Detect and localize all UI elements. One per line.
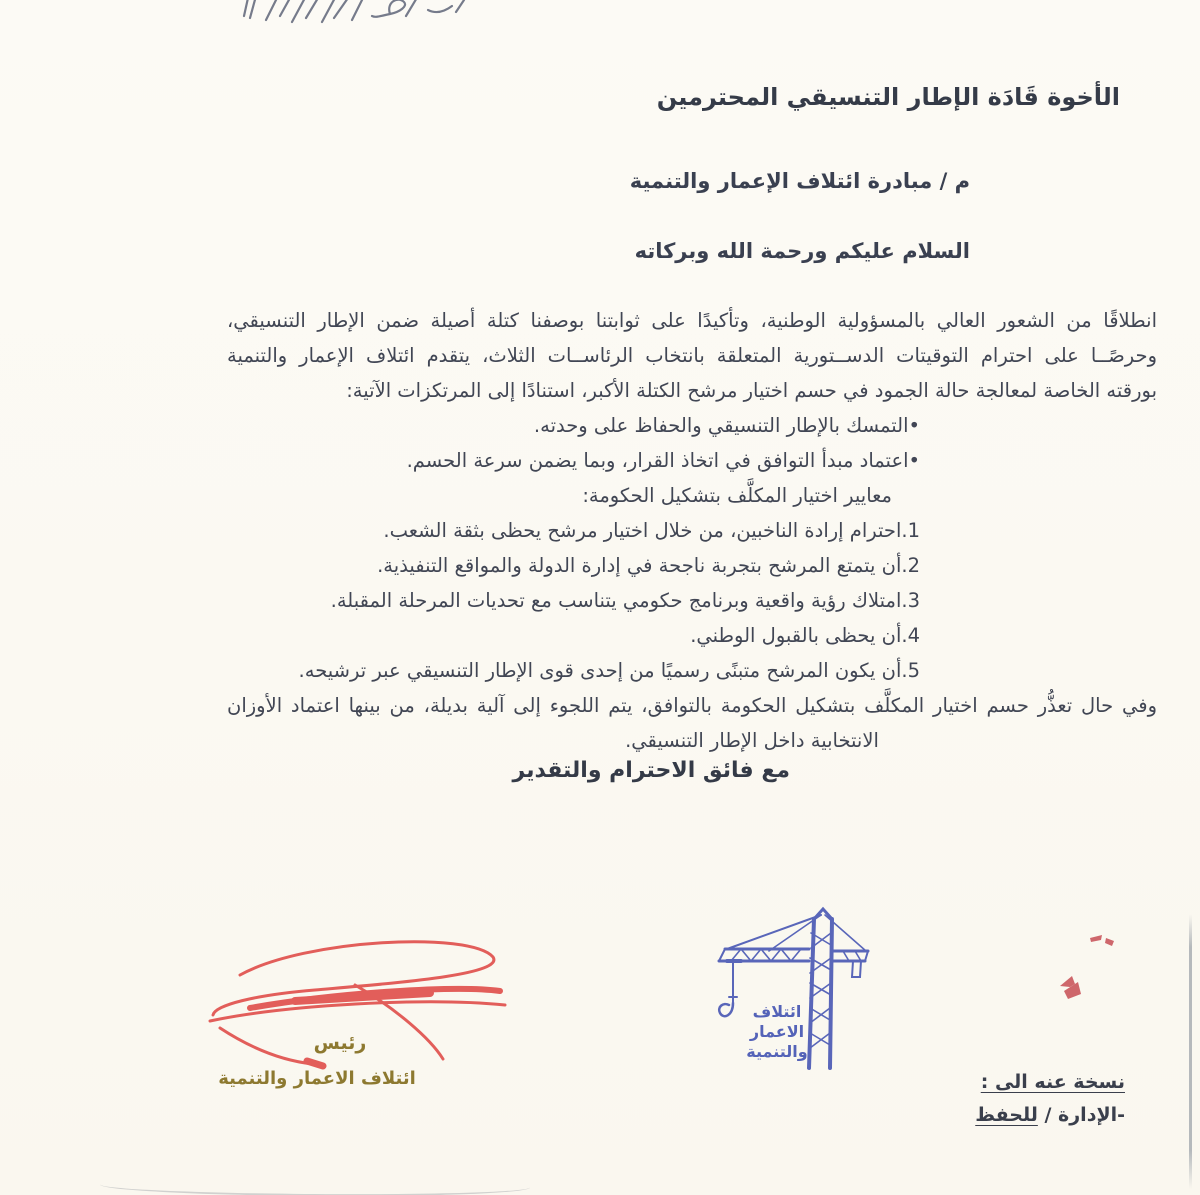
cc-item-target: للحفظ bbox=[975, 1104, 1038, 1126]
signatory-organization: ائتلاف الاعمار والتنمية bbox=[218, 1068, 416, 1089]
stamp-emblem-line: ائتلاف bbox=[752, 1002, 802, 1021]
bullet-item: •اعتماد مبدأ التوافق في اتخاذ القرار، وبما يضمن سرعة الحسم. bbox=[406, 449, 920, 472]
criteria-item: 2.أن يتمتع المرشح بتجربة ناجحة في إدارة الدولة والمواقع التنفيذية. bbox=[377, 554, 920, 577]
body-line: بورقته الخاصة لمعالجة حالة الجمود في حسم اختيار مرشح الكتلة الأكبر، استنادًا إلى المرتكزات الآتية: bbox=[346, 379, 1157, 402]
red-ink-marks bbox=[1050, 925, 1130, 1005]
recipient-line: الأخوة قَادَة الإطار التنسيقي المحترمين bbox=[656, 83, 1120, 111]
criteria-item: 4.أن يحظى بالقبول الوطني. bbox=[690, 624, 920, 647]
cc-item-prefix: -الإدارة / bbox=[1037, 1104, 1125, 1126]
cc-block bbox=[975, 1066, 1125, 1132]
closing-salutation: مع فائق الاحترام والتقدير bbox=[512, 758, 790, 783]
paper-bottom-edge bbox=[100, 1182, 530, 1195]
greeting-line: السلام عليكم ورحمة الله وبركاته bbox=[634, 239, 970, 263]
body-line: وفي حال تعذُّر حسم اختيار المكلَّف بتشكيل الحكومة بالتوافق، يتم اللجوء إلى آلية بديلة، من بينها اعتماد الأوزان bbox=[227, 694, 1157, 717]
paper-edge-shadow bbox=[1189, 914, 1192, 1189]
signatory-title: رئيس bbox=[313, 1032, 367, 1054]
body-line: وحرصًــا على احترام التوقيتات الدســتورية المتعلقة بانتخاب الرئاســات الثلاث، يتقدم ائتلاف الإعمار والتنمية bbox=[227, 344, 1157, 367]
stamp-emblem-line: والتنمية bbox=[746, 1042, 808, 1061]
criteria-item: 5.أن يكون المرشح متبنًى رسميًا من إحدى قوى الإطار التنسيقي عبر ترشيحه. bbox=[298, 659, 920, 682]
criteria-item: 3.امتلاك رؤية واقعية وبرنامج حكومي يتناسب مع تحديات المرحلة المقبلة. bbox=[330, 589, 920, 612]
cc-heading: نسخة عنه الى : bbox=[980, 1071, 1125, 1093]
stamp-emblem-line: الاعمار bbox=[749, 1022, 805, 1041]
subject-line: م / مبادرة ائتلاف الإعمار والتنمية bbox=[629, 169, 970, 193]
body-line: الانتخابية داخل الإطار التنسيقي. bbox=[625, 729, 879, 752]
bullet-item: •التمسك بالإطار التنسيقي والحفاظ على وحدته. bbox=[533, 414, 920, 437]
letter-body bbox=[227, 303, 1157, 758]
handwritten-date bbox=[240, 0, 470, 34]
cc-item bbox=[975, 1099, 1125, 1132]
coalition-crane-stamp bbox=[703, 903, 888, 1081]
criteria-item: 1.احترام إرادة الناخبين، من خلال اختيار مرشح يحظى بثقة الشعب. bbox=[383, 519, 920, 542]
criteria-heading: معايير اختيار المكلَّف بتشكيل الحكومة: bbox=[582, 484, 892, 507]
body-line: انطلاقًا من الشعور العالي بالمسؤولية الوطنية، وتأكيدًا على ثوابتنا بوصفنا كتلة أصيلة ضمن الإطار التنسيقي، bbox=[227, 309, 1157, 332]
